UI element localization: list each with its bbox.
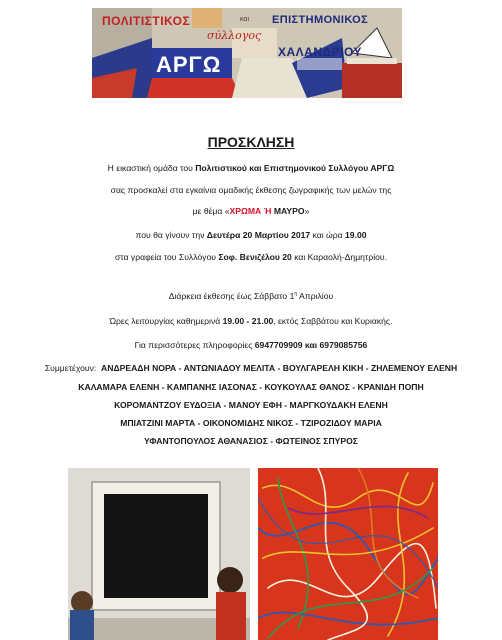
- contact-line: [0, 340, 502, 350]
- banner-line-chalandri: ΧΑΛΑΝΔΡΙΟΥ: [278, 45, 362, 59]
- opening-date-prefix: που θα γίνουν την: [135, 230, 207, 240]
- opening-date: Δευτέρα 20 Μαρτίου 2017: [206, 230, 311, 240]
- duration-suffix: Απριλίου: [297, 291, 334, 301]
- argo-logo: ΑΡΓΩ: [156, 52, 222, 77]
- duration-line: [0, 291, 502, 301]
- contact-phones: 6947709909 και 6979085756: [254, 340, 368, 350]
- venue-address: Σοφ. Βενιζέλου 20: [218, 252, 292, 262]
- theme-or-word: Ή: [261, 206, 274, 216]
- theme-black-word: ΜΑΥΡΟ: [273, 206, 305, 216]
- black-square-museum-photo: [68, 468, 250, 640]
- opening-time: 19.00: [345, 230, 367, 240]
- opening-hours-line: [0, 316, 502, 326]
- invitation-line-1: [0, 163, 502, 173]
- banner-line-association: σύλλογος: [207, 29, 262, 42]
- abstract-colour-painting: [258, 468, 438, 640]
- invitation-theme-line: [0, 206, 502, 216]
- invitation-line-1-text: Η εικαστική ομάδα του: [107, 163, 196, 173]
- duration-superscript: η: [294, 291, 298, 298]
- participants-row-2: ΚΑΛΑΜΑΡΑ ΕΛΕΝΗ - ΚΑΜΠΑΝΗΣ ΙΑΣΟΝΑΣ - ΚΟΥΚΟΥΛΑΣ ΘΑΝΟΣ - ΚΡΑΝΙΔΗ ΠΟΠΗ: [78, 382, 424, 392]
- association-name: Πολιτιστικού και Επιστημονικού Συλλόγου ΑΡΓΩ: [195, 163, 395, 173]
- duration-prefix: Διάρκεια έκθεσης έως Σάββατο 1: [168, 291, 295, 301]
- venue-line: [0, 252, 502, 262]
- participants-row-3: ΚΟΡΟΜΑΝΤΖΟΥ ΕΥΔΟΞΙΑ - ΜΑΝΟΥ ΕΦΗ - ΜΑΡΓΚΟΥΔΑΚΗ ΕΛΕΝΗ: [114, 400, 388, 410]
- banner-line-and: και: [240, 16, 250, 23]
- association-banner: [92, 8, 402, 98]
- hours-suffix: , εκτός Σαββάτου και Κυριακής.: [273, 316, 393, 326]
- participants-label: Συμμετέχουν:: [44, 363, 97, 373]
- banner-line-cultural: ΠΟΛΙΤΙΣΤΙΚΟΣ: [102, 14, 191, 28]
- participants-names-1: ΑΝΔΡΕΑΔΗ ΝΟΡΑ - ΑΝΤΩΝΙΑΔΟΥ ΜΕΛΙΤΑ - ΒΟΥΛΓΑΡΕΛΗ ΚΙΚΗ - ΖΗΛΕΜΕΝΟΥ ΕΛΕΝΗ: [101, 363, 458, 373]
- venue-suffix: και Καραολή-Δημητρίου.: [291, 252, 387, 262]
- museum-scene: [68, 468, 250, 640]
- banner-line-scientific: ΕΠΙΣΤΗΜΟΝΙΚΟΣ: [272, 14, 369, 26]
- invitation-line-2-text: σας προσκαλεί στα εγκαίνια ομαδικής έκθεσης ζωγραφικής των μελών της: [110, 185, 392, 195]
- drip-painting: [258, 468, 438, 640]
- hours-range: 19.00 - 21.00: [222, 316, 274, 326]
- invitation-title: ΠΡΟΣΚΛΗΣΗ: [207, 134, 295, 150]
- opening-date-line: [0, 230, 502, 240]
- theme-prefix: με θέμα «: [192, 206, 230, 216]
- participants-row-1: [0, 363, 502, 373]
- theme-colour-word: ΧΡΩΜΑ: [229, 206, 262, 216]
- participants-row-5: ΥΦΑΝΤΟΠΟΥΛΟΣ ΑΘΑΝΑΣΙΟΣ - ΦΩΤΕΙΝΟΣ ΣΠΥΡΟΣ: [144, 436, 358, 446]
- invitation-line-2: [0, 185, 502, 195]
- opening-time-prefix: και ώρα: [310, 230, 346, 240]
- theme-suffix: »: [304, 206, 310, 216]
- hours-prefix: Ώρες λειτουργίας καθημερινά: [109, 316, 223, 326]
- participants-row-4: ΜΠΙΑΤΖΙΝΙ ΜΑΡΤΑ - ΟΙΚΟΝΟΜΙΔΗΣ ΝΙΚΟΣ - ΤΖΙΡΟΖΙΔΟΥ ΜΑΡΙΑ: [120, 418, 382, 428]
- venue-prefix: στα γραφεία του Συλλόγου: [115, 252, 219, 262]
- contact-prefix: Για περισσότερες πληροφορίες: [134, 340, 255, 350]
